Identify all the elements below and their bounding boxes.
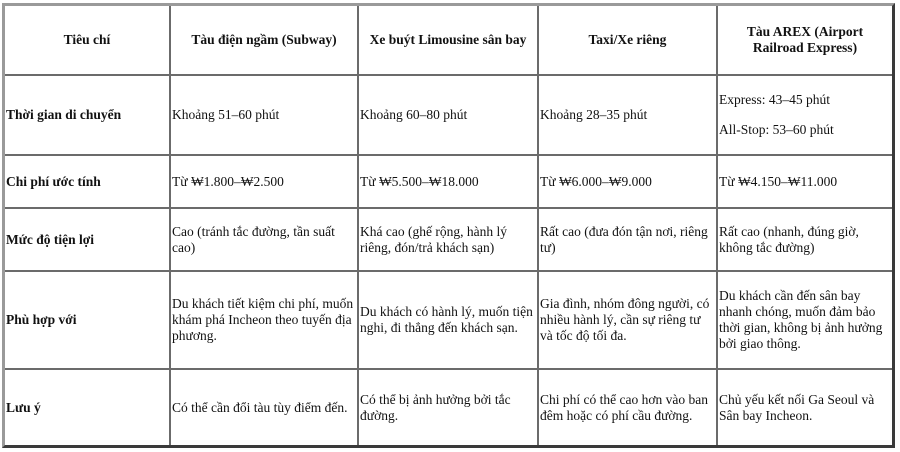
header-criterion: Tiêu chí — [5, 6, 170, 75]
arex-all-stop-time: All-Stop: 53–60 phút — [719, 122, 834, 137]
cell-subway-convenience: Cao (tránh tắc đường, tần suất cao) — [170, 208, 358, 271]
criterion-suitable-for: Phù hợp với — [5, 271, 170, 369]
cell-subway-cost: Từ ₩1.800–₩2.500 — [170, 155, 358, 208]
header-arex: Tàu AREX (Airport Railroad Express) — [717, 6, 892, 75]
cell-limousine-cost: Từ ₩5.500–₩18.000 — [358, 155, 538, 208]
criterion-notes: Lưu ý — [5, 369, 170, 445]
cell-subway-suitable-for: Du khách tiết kiệm chi phí, muốn khám phá Incheon theo tuyến địa phương. — [170, 271, 358, 369]
table-row-notes — [5, 369, 892, 445]
cell-arex-cost: Từ ₩4.150–₩11.000 — [717, 155, 892, 208]
header-taxi: Taxi/Xe riêng — [538, 6, 717, 75]
cell-limousine-suitable-for: Du khách có hành lý, muốn tiện nghi, đi thẳng đến khách sạn. — [358, 271, 538, 369]
arex-express-time: Express: 43–45 phút — [719, 92, 830, 107]
cell-subway-travel-time: Khoảng 51–60 phút — [170, 75, 358, 155]
transport-comparison-table — [5, 6, 892, 445]
table-row-convenience — [5, 208, 892, 271]
cell-subway-notes: Có thể cần đổi tàu tùy điểm đến. — [170, 369, 358, 445]
header-subway: Tàu điện ngầm (Subway) — [170, 6, 358, 75]
cell-taxi-convenience: Rất cao (đưa đón tận nơi, riêng tư) — [538, 208, 717, 271]
table-row-cost — [5, 155, 892, 208]
cell-taxi-cost: Từ ₩6.000–₩9.000 — [538, 155, 717, 208]
cell-arex-suitable-for: Du khách cần đến sân bay nhanh chóng, muốn đảm bảo thời gian, không bị ảnh hưởng bởi giao thông. — [717, 271, 892, 369]
criterion-convenience: Mức độ tiện lợi — [5, 208, 170, 271]
cell-limousine-notes: Có thể bị ảnh hưởng bởi tắc đường. — [358, 369, 538, 445]
comparison-table-container — [2, 3, 895, 448]
table-row-suitable-for — [5, 271, 892, 369]
cell-arex-notes: Chủ yếu kết nối Ga Seoul và Sân bay Incheon. — [717, 369, 892, 445]
cell-limousine-convenience: Khá cao (ghế rộng, hành lý riêng, đón/trả khách sạn) — [358, 208, 538, 271]
cell-arex-travel-time — [717, 75, 892, 155]
cell-limousine-travel-time: Khoảng 60–80 phút — [358, 75, 538, 155]
header-limousine: Xe buýt Limousine sân bay — [358, 6, 538, 75]
table-header-row — [5, 6, 892, 75]
cell-taxi-suitable-for: Gia đình, nhóm đông người, có nhiều hành lý, cần sự riêng tư và tốc độ tối đa. — [538, 271, 717, 369]
cell-taxi-notes: Chi phí có thể cao hơn vào ban đêm hoặc có phí cầu đường. — [538, 369, 717, 445]
cell-taxi-travel-time: Khoảng 28–35 phút — [538, 75, 717, 155]
cell-arex-convenience: Rất cao (nhanh, đúng giờ, không tắc đường) — [717, 208, 892, 271]
table-row-travel-time — [5, 75, 892, 155]
criterion-travel-time: Thời gian di chuyển — [5, 75, 170, 155]
criterion-cost: Chi phí ước tính — [5, 155, 170, 208]
